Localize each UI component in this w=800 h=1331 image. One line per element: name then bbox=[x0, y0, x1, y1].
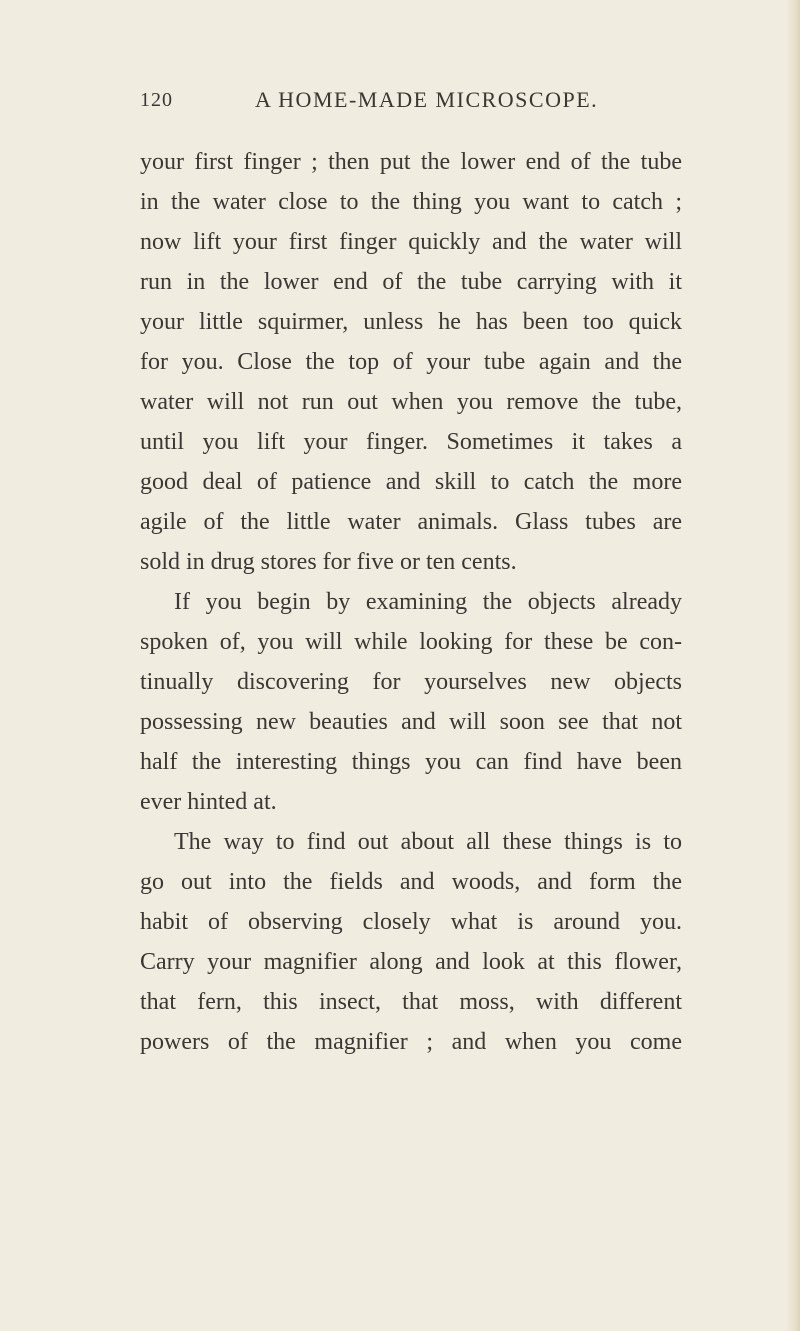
text-line: possessing new beauties and will soon see that not bbox=[140, 709, 682, 735]
text-line: go out into the fields and woods, and form the bbox=[140, 869, 682, 895]
text-line: your little squirmer, unless he has been too quick bbox=[140, 309, 682, 335]
page-number: 120 bbox=[140, 89, 173, 111]
text-line: spoken of, you will while looking for these be con- bbox=[140, 629, 682, 655]
text-line: powers of the magnifier ; and when you come bbox=[140, 1029, 682, 1055]
text-line: in the water close to the thing you want to catch ; bbox=[140, 189, 682, 215]
text-line: The way to find out about all these things is to bbox=[174, 829, 682, 855]
text-line: now lift your first finger quickly and the water will bbox=[140, 229, 682, 255]
text-line: Carry your magnifier along and look at this flower, bbox=[140, 949, 682, 975]
body-text bbox=[140, 142, 682, 1062]
text-line: agile of the little water animals. Glass tubes are bbox=[140, 509, 682, 535]
text-line: water will not run out when you remove the tube, bbox=[140, 389, 682, 415]
text-line: If you begin by examining the objects already bbox=[174, 589, 682, 615]
running-title: A HOME-MADE MICROSCOPE. bbox=[255, 87, 599, 112]
text-line: ever hinted at. bbox=[140, 789, 277, 815]
text-line: sold in drug stores for five or ten cents. bbox=[140, 549, 517, 575]
text-line: habit of observing closely what is around you. bbox=[140, 909, 682, 935]
page-header bbox=[0, 80, 800, 120]
text-line: good deal of patience and skill to catch the more bbox=[140, 469, 682, 495]
text-line: run in the lower end of the tube carrying with it bbox=[140, 269, 682, 295]
page-edge bbox=[786, 0, 800, 1331]
text-line: half the interesting things you can find have been bbox=[140, 749, 682, 775]
text-line: for you. Close the top of your tube again and the bbox=[140, 349, 682, 375]
text-line: tinually discovering for yourselves new objects bbox=[140, 669, 682, 695]
text-line: until you lift your finger. Sometimes it takes a bbox=[140, 429, 682, 455]
text-line: that fern, this insect, that moss, with different bbox=[140, 989, 682, 1015]
text-line: your first finger ; then put the lower end of the tube bbox=[140, 149, 682, 175]
